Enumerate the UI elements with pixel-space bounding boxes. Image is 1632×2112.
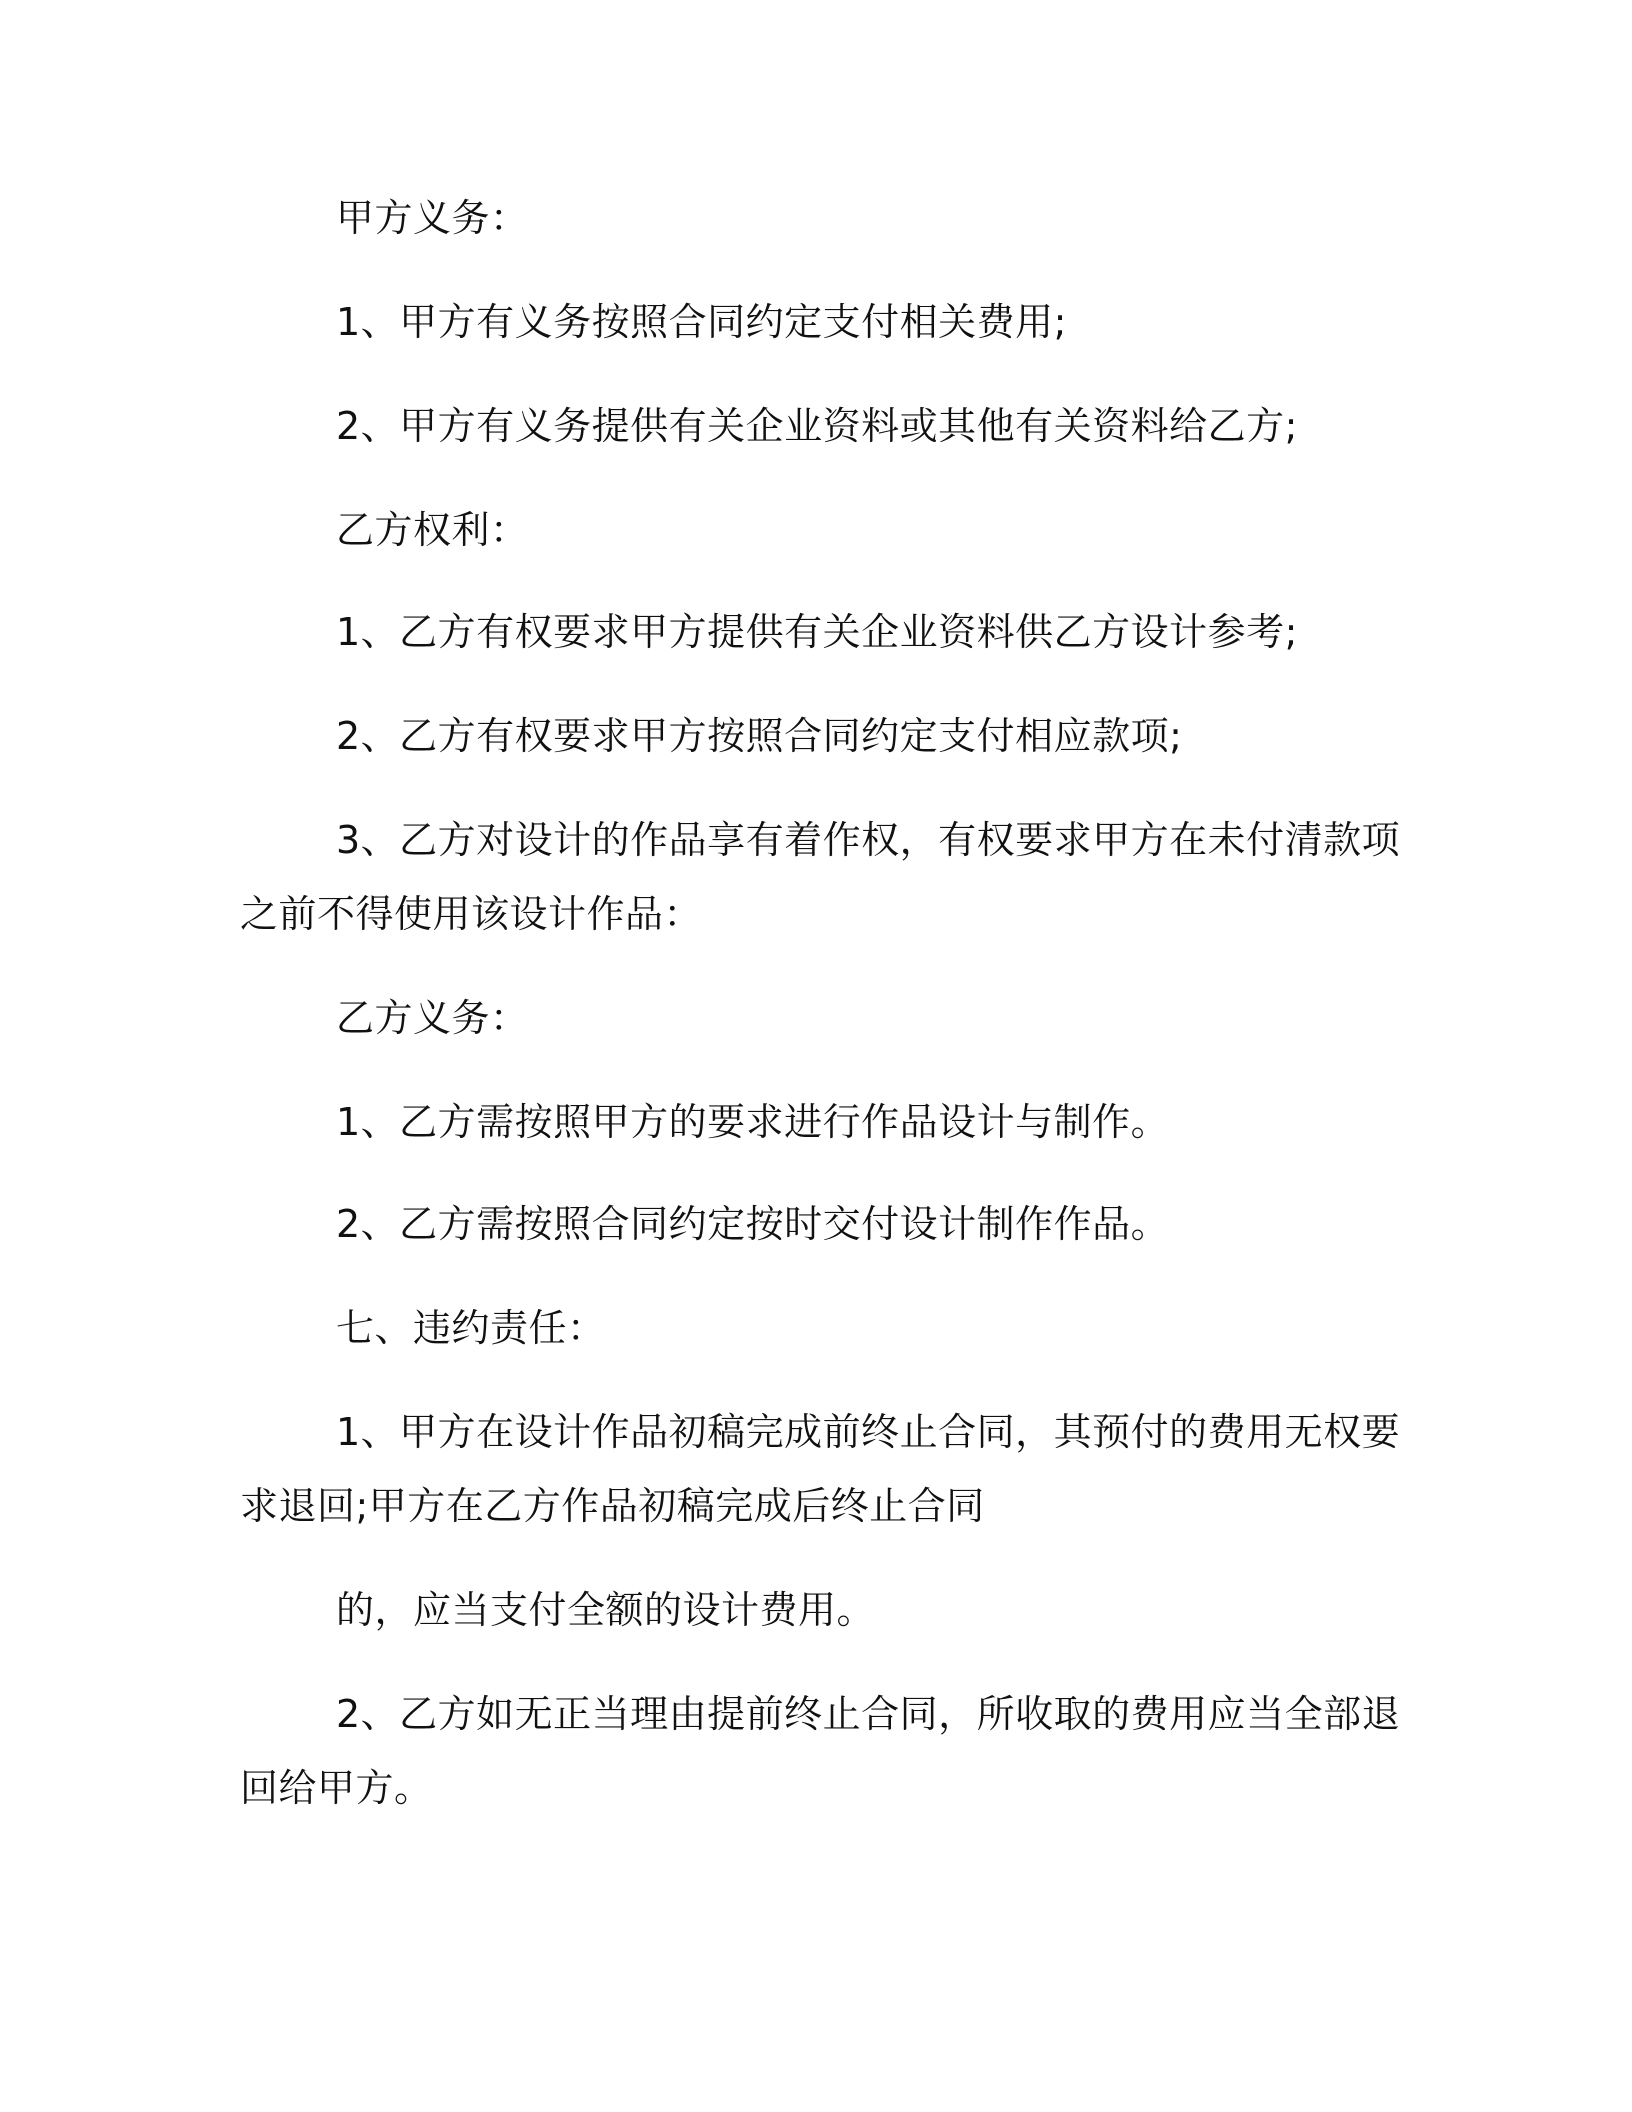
- breach-clause-1-continued: 求退回;甲方在乙方作品初稿完成后终止合同: [240, 1484, 985, 1528]
- heading-party-b-rights: 乙方权利：: [336, 508, 529, 552]
- party-b-obligation-1: 1、乙方需按照甲方的要求进行作品设计与制作。: [336, 1100, 1170, 1144]
- heading-party-a-obligations: 甲方义务：: [336, 196, 529, 240]
- breach-clause-2-continued: 回给甲方。: [240, 1766, 433, 1810]
- party-a-obligation-1: 1、甲方有义务按照合同约定支付相关费用;: [336, 300, 1067, 344]
- party-b-right-2: 2、乙方有权要求甲方按照合同约定支付相应款项;: [336, 714, 1183, 758]
- heading-party-b-obligations: 乙方义务：: [336, 996, 529, 1040]
- breach-clause-2: 2、乙方如无正当理由提前终止合同，所收取的费用应当全部退: [336, 1692, 1401, 1736]
- party-a-obligation-2: 2、甲方有义务提供有关企业资料或其他有关资料给乙方;: [336, 404, 1298, 448]
- breach-clause-1: 1、甲方在设计作品初稿完成前终止合同，其预付的费用无权要: [336, 1410, 1401, 1454]
- party-b-right-3: 3、乙方对设计的作品享有着作权，有权要求甲方在未付清款项: [336, 818, 1401, 862]
- heading-breach-liability: 七、违约责任：: [336, 1306, 606, 1350]
- party-b-right-1: 1、乙方有权要求甲方提供有关企业资料供乙方设计参考;: [336, 610, 1298, 654]
- party-b-obligation-2: 2、乙方需按照合同约定按时交付设计制作作品。: [336, 1202, 1170, 1246]
- party-b-right-3-continued: 之前不得使用该设计作品：: [240, 892, 703, 936]
- breach-clause-1-end: 的，应当支付全额的设计费用。: [336, 1588, 876, 1632]
